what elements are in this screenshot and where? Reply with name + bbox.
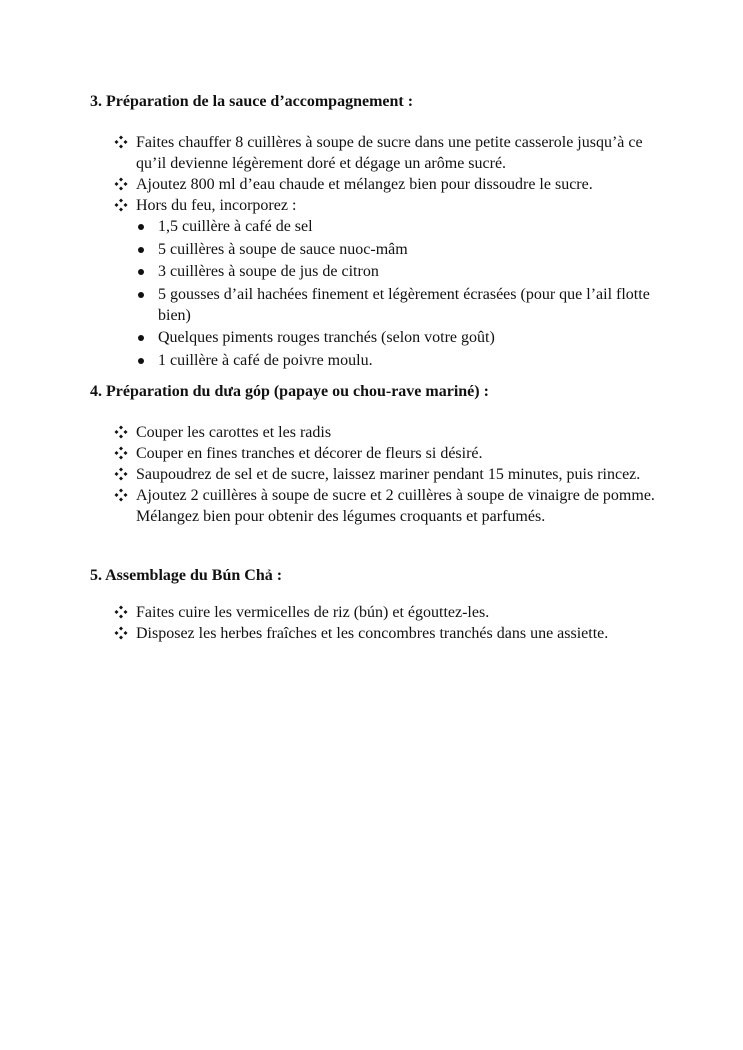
diamond-bullet-icon	[114, 177, 128, 191]
round-bullet-icon	[138, 292, 144, 298]
list-item	[114, 195, 674, 371]
list-item-text: Faites chauffer 8 cuillères à soupe de sucre dans une petite casserole jusqu’à ce qu’il devienne légèrement doré et dégage un arôme sucré.	[136, 134, 643, 172]
sublist-item	[136, 350, 674, 371]
sublist-item	[136, 327, 674, 348]
sublist-item	[136, 284, 674, 326]
round-bullet-icon	[138, 269, 144, 275]
list-item	[114, 464, 674, 485]
list-item-text: Ajoutez 2 cuillères à soupe de sucre et 2 cuillères à soupe de vinaigre de pomme. Mélangez bien pour obtenir des légumes croquants et parfumés.	[136, 487, 655, 525]
sublist-item-text: 1 cuillère à café de poivre moulu.	[158, 351, 373, 369]
round-bullet-icon	[138, 224, 144, 230]
list-item	[114, 602, 674, 623]
list-item-text: Faites cuire les vermicelles de riz (bún) et égouttez-les.	[136, 604, 490, 621]
round-bullet-icon	[138, 358, 144, 364]
list-item	[114, 443, 674, 464]
ingredient-sublist	[136, 216, 674, 371]
diamond-bullet-icon	[114, 446, 128, 460]
list-item	[114, 623, 674, 644]
section-3-list	[114, 132, 674, 372]
diamond-bullet-icon	[114, 605, 128, 619]
sublist-item-text: Quelques piments rouges tranchés (selon votre goût)	[158, 329, 495, 346]
diamond-bullet-icon	[114, 626, 128, 640]
sublist-item-text: 5 cuillères à soupe de sauce nuoc-mâm	[158, 240, 408, 258]
list-item-text: Disposez les herbes fraîches et les concombres tranchés dans une assiette.	[136, 625, 609, 642]
diamond-bullet-icon	[114, 198, 128, 212]
list-item-text: Hors du feu, incorporez :	[136, 197, 297, 214]
list-item-text: Saupoudrez de sel et de sucre, laissez mariner pendant 15 minutes, puis rincez.	[136, 466, 641, 483]
diamond-bullet-icon	[114, 488, 128, 502]
list-item	[114, 422, 674, 443]
section-4-list	[114, 422, 674, 527]
sublist-item-text: 3 cuillères à soupe de jus de citron	[158, 263, 379, 280]
round-bullet-icon	[138, 335, 144, 341]
sublist-item	[136, 261, 674, 282]
list-item	[114, 485, 674, 527]
list-item	[114, 174, 674, 195]
section-4-title: 4. Préparation du dưa góp (papaye ou chou-rave mariné) :	[90, 383, 489, 400]
diamond-bullet-icon	[114, 467, 128, 481]
diamond-bullet-icon	[114, 135, 128, 149]
round-bullet-icon	[138, 247, 144, 253]
sublist-item	[136, 239, 674, 260]
section-5-title: 5. Assemblage du Bún Chả :	[90, 567, 283, 584]
sublist-item	[136, 216, 674, 237]
sublist-item-text: 5 gousses d’ail hachées finement et légèrement écrasées (pour que l’ail flotte bien)	[158, 285, 650, 324]
list-item-text: Couper en fines tranches et décorer de fleurs si désiré.	[136, 445, 483, 462]
list-item	[114, 132, 674, 174]
diamond-bullet-icon	[114, 425, 128, 439]
sublist-item-text: 1,5 cuillère à café de sel	[158, 218, 313, 235]
list-item-text: Couper les carottes et les radis	[136, 424, 332, 441]
section-3-title: 3. Préparation de la sauce d’accompagnement :	[90, 93, 414, 110]
list-item-text: Ajoutez 800 ml d’eau chaude et mélangez bien pour dissoudre le sucre.	[136, 176, 593, 193]
section-5-list	[114, 602, 674, 644]
